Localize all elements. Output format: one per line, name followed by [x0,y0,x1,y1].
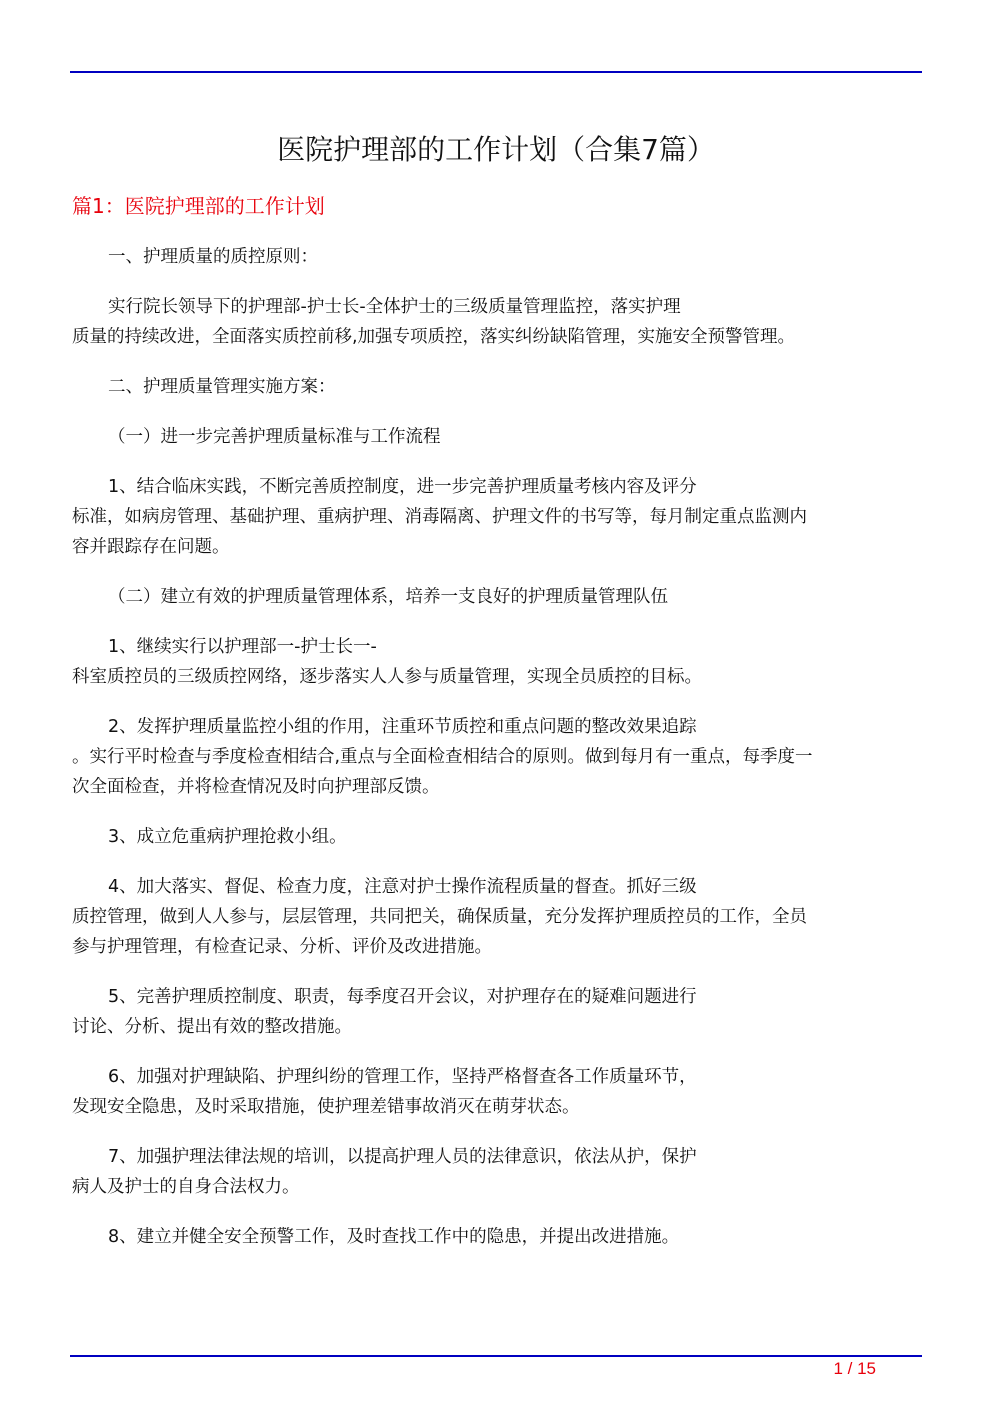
header-rule [70,71,922,73]
paragraph [72,1222,922,1252]
paragraph [72,632,922,692]
paragraph [72,372,922,402]
section-heading: 篇1：医院护理部的工作计划 [72,194,325,218]
paragraph [72,872,922,962]
paragraph [72,1142,922,1202]
paragraph-line: 发现安全隐患，及时采取措施，使护理差错事故消灭在萌芽状态。 [72,1097,580,1117]
paragraph-line: 3、成立危重病护理抢救小组。 [108,827,347,847]
paragraph-line: 质量的持续改进，全面落实质控前移,加强专项质控，落实纠纷缺陷管理，实施安全预警管理。 [72,327,796,347]
paragraph-line: （一）进一步完善护理质量标准与工作流程 [108,427,441,447]
paragraph-line: 1、继续实行以护理部一-护士长一- [108,637,377,657]
paragraph-line: 1、结合临床实践，不断完善质控制度，进一步完善护理质量考核内容及评分 [108,477,697,497]
paragraph-line: 7、加强护理法律法规的培训，以提高护理人员的法律意识，依法从护，保护 [108,1147,697,1167]
paragraph-line: 5、完善护理质控制度、职责，每季度召开会议，对护理存在的疑难问题进行 [108,987,697,1007]
paragraph [72,422,922,452]
paragraph-line: 科室质控员的三级质控网络，逐步落实人人参与质量管理，实现全员质控的目标。 [72,667,702,687]
paragraph [72,1062,922,1122]
paragraph-line: 标准，如病房管理、基础护理、重病护理、消毒隔离、护理文件的书写等，每月制定重点监测内 [72,507,807,527]
document-body [72,242,922,1272]
paragraph-line: 质控管理，做到人人参与，层层管理，共同把关，确保质量，充分发挥护理质控员的工作，全员 [72,907,807,927]
paragraph [72,472,922,562]
paragraph [72,292,922,352]
paragraph [72,822,922,852]
footer-rule [70,1355,922,1357]
paragraph-line: 二、护理质量管理实施方案： [108,377,336,397]
paragraph-line: 一、护理质量的质控原则： [108,247,318,267]
paragraph [72,582,922,612]
paragraph-line: 2、发挥护理质量监控小组的作用，注重环节质控和重点问题的整改效果追踪 [108,717,697,737]
paragraph [72,242,922,272]
paragraph-line: 讨论、分析、提出有效的整改措施。 [72,1017,352,1037]
paragraph-line: 次全面检查，并将检查情况及时向护理部反馈。 [72,777,440,797]
page-number: 1 / 15 [833,1359,876,1378]
paragraph-line: 参与护理管理，有检查记录、分析、评价及改进措施。 [72,937,492,957]
paragraph-line: 容并跟踪存在问题。 [72,537,230,557]
paragraph-line: 实行院长领导下的护理部-护士长-全体护士的三级质量管理监控，落实护理 [108,297,681,317]
paragraph-line: 。实行平时检查与季度检查相结合,重点与全面检查相结合的原则。做到每月有一重点，每季度一 [72,747,813,767]
paragraph-line: 8、建立并健全安全预警工作，及时查找工作中的隐患，并提出改进措施。 [108,1227,680,1247]
paragraph-line: 病人及护士的自身合法权力。 [72,1177,300,1197]
paragraph-line: 6、加强对护理缺陷、护理纠纷的管理工作，坚持严格督查各工作质量环节， [108,1067,697,1087]
paragraph-line: （二）建立有效的护理质量管理体系，培养一支良好的护理质量管理队伍 [108,587,668,607]
paragraph-line: 4、加大落实、督促、检查力度，注意对护士操作流程质量的督查。抓好三级 [108,877,697,897]
document-title: 医院护理部的工作计划（合集7篇） [277,133,715,166]
paragraph [72,712,922,802]
paragraph [72,982,922,1042]
